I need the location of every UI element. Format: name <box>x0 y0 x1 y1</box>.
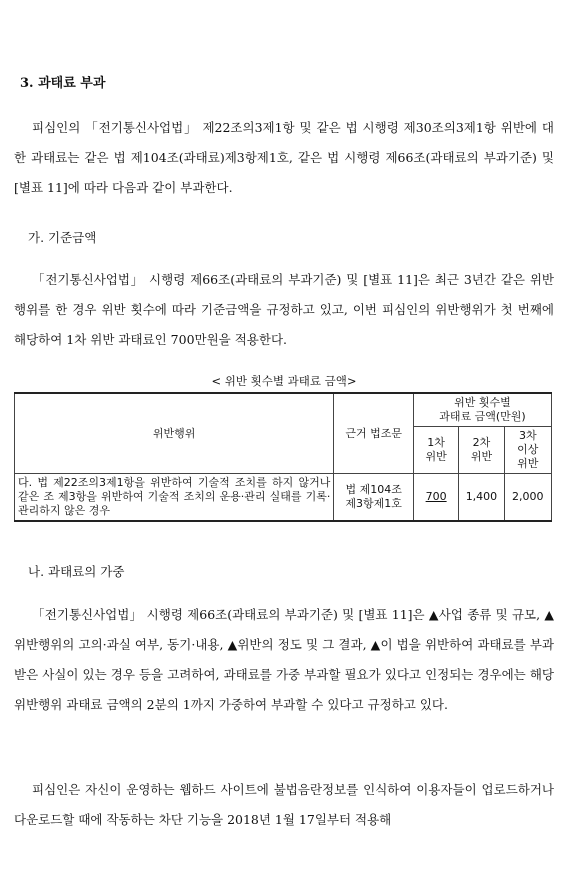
subsection-b-title: 나. 과태료의 가중 <box>28 564 125 579</box>
fine-table <box>14 392 552 522</box>
row-first-amount <box>413 474 458 522</box>
row-legal-basis <box>334 474 414 522</box>
closing-paragraph: 피심인은 자신이 운영하는 웹하드 사이트에 불법음란정보를 인식하여 이용자들이 업로드하거나 다운로드할 때에 작동하는 차단 기능을 2018년 1월 17일부터 적용해 <box>14 782 554 827</box>
header-legal-basis: 근거 법조문 <box>334 393 414 474</box>
row-legal-basis-text: 법 제104조 제3항제1호 <box>345 483 402 510</box>
table-row <box>15 474 552 522</box>
row-first-amount-text: 700 <box>425 490 447 503</box>
header-first-text: 1차 위반 <box>425 436 447 463</box>
header-first-violation <box>413 427 458 474</box>
subsection-a-title: 가. 기준금액 <box>28 230 97 245</box>
header-amount-group-text: 위반 횟수별 과태료 금액(만원) <box>439 396 526 423</box>
table-title: < 위반 횟수별 과태료 금액> <box>211 374 357 388</box>
row-second-amount: 1,400 <box>459 474 504 522</box>
header-third-violation <box>504 427 551 474</box>
header-amount-group <box>413 393 551 427</box>
intro-paragraph: 피심인의 「전기통신사업법」 제22조의3제1항 및 같은 법 시행령 제30조의3제1항 위반에 대한 과태료는 같은 법 제104조(과태료)제3항제1호, 같은 법 시행령 제66조(과태료의 부과기준) 및 [별표 11]에 따라 다음과 같이 부과한다. <box>14 120 554 195</box>
header-violation: 위반행위 <box>15 393 334 474</box>
row-third-amount: 2,000 <box>504 474 551 522</box>
subsection-b-body: 「전기통신사업법」 시행령 제66조(과태료의 부과기준) 및 [별표 11]은 ▲사업 종류 및 규모, ▲위반행위의 고의·과실 여부, 동기·내용, ▲위반의 정도 및 그 결과, ▲이 법을 위반하여 과태료를 부과 받은 사실이 있는 경우 등을 고려하여, 과태료를 가중 부과할 필요가 있다고 인정되는 경우에는 해당 위반행위 과태료 금액의 2분의 1까지 가중하여 부과할 수 있다고 규정하고 있다. <box>14 607 554 712</box>
header-third-text: 3차 이상 위반 <box>517 429 539 470</box>
row-violation: 다. 법 제22조의3제1항을 위반하여 기술적 조치를 하지 않거나 같은 조 제3항을 위반하여 기술적 조치의 운용·관리 실태를 기록·관리하지 않은 경우 <box>15 474 334 522</box>
header-second-text: 2차 위반 <box>470 436 493 463</box>
header-second-violation <box>459 427 504 474</box>
subsection-a-body: 「전기통신사업법」 시행령 제66조(과태료의 부과기준) 및 [별표 11]은 최근 3년간 같은 위반행위를 한 경우 위반 횟수에 따라 기준금액을 규정하고 있고, 이번 피심인의 위반행위가 첫 번째에 해당하여 1차 위반 과태료인 700만원을 적용한다. <box>14 272 554 347</box>
section-heading: 3. 과태료 부과 <box>20 76 106 91</box>
